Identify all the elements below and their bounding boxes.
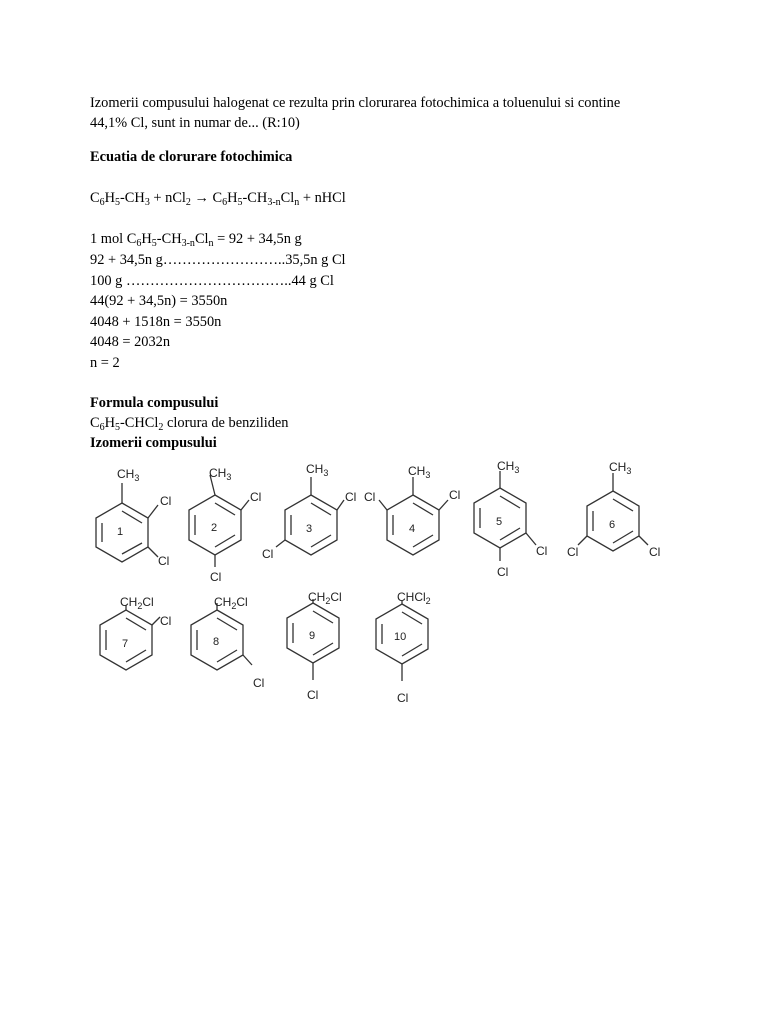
isomer-number: 10 [394,631,407,643]
cl-label: Cl [345,490,357,504]
calc-line-5: 4048 + 1518n = 3550n [90,314,222,330]
heading-formula: Formula compusului [90,395,219,411]
ch3-label: $CH_3$ [117,467,140,483]
isomer-number: 8 [213,636,220,648]
isomer-number: 6 [609,519,616,531]
isomer-number: 9 [309,630,316,642]
isomer-9 [287,590,342,702]
chcl2-label: CHCl$_2$ [397,590,431,606]
isomer-3 [262,462,356,561]
cl-label: Cl [160,494,172,508]
ch3-label: $CH_3$ [609,460,632,476]
isomer-7 [100,595,171,670]
cl-label: Cl [397,691,409,705]
intro-line-1: Izomerii compusului halogenat ce rezulta prin clorurarea fotochimica a toluenului si contine [90,95,621,111]
cl-label: Cl [160,614,172,628]
isomer-number: 7 [122,638,129,650]
isomers-diagram [86,455,686,715]
ch2cl-label: $CH_2Cl$ [120,595,154,611]
cl-label: Cl [567,545,579,559]
cl-label: Cl [497,565,509,579]
isomer-number: 4 [409,523,416,535]
cl-label: Cl [449,488,461,502]
intro-line-2: 44,1% Cl, sunt in numar de... (R:10) [90,115,300,131]
calc-line-2: 92 + 34,5n g……………………..35,5n g Cl [90,252,346,268]
calc-line-4: 44(92 + 34,5n) = 3550n [90,293,228,309]
ch2cl-label: $CH_2Cl$ [214,595,248,611]
heading-equation: Ecuatia de clorurare fotochimica [90,149,293,165]
calc-line-7: n = 2 [90,355,120,371]
cl-label: Cl [649,545,661,559]
compound-formula: $C_6H_5-CHCl_2$ clorura de benziliden [90,415,289,433]
calc-line-6: 4048 = 2032n [90,334,171,350]
isomer-number: 5 [496,516,503,528]
cl-label: Cl [262,547,274,561]
isomer-10 [376,590,431,705]
ch3-label: $CH_3$ [497,459,520,475]
heading-isomers: Izomerii compusului [90,435,217,451]
ch3-label: $CH_3$ [209,466,232,482]
reaction-equation: $C_6H_5-CH_3 + nCl_2 \to C_6H_5-CH_{3-n}Cl_n$ + nHCl [90,190,346,208]
cl-label: Cl [250,490,262,504]
cl-label: Cl [536,544,548,558]
ch3-label: $CH_3$ [408,464,431,480]
ch2cl-label: $CH_2Cl$ [308,590,342,606]
cl-label: Cl [364,490,376,504]
cl-label: Cl [307,688,319,702]
isomer-2 [189,466,261,584]
ch3-label: $CH_3$ [306,462,329,478]
isomer-number: 1 [117,526,124,538]
isomer-8 [191,595,264,690]
isomer-number: 2 [211,522,218,534]
isomer-4 [364,464,460,555]
isomer-1 [96,467,171,568]
cl-label: Cl [158,554,170,568]
calc-line-1: 1 mol $C_6H_5-CH_{3-n}Cl_n = 92 + 34,5n$ g [90,231,302,249]
calc-line-3: 100 g ……………………………..44 g Cl [90,273,334,289]
cl-label: Cl [210,570,222,584]
isomer-number: 3 [306,523,313,535]
isomer-5 [474,459,547,579]
isomer-6 [567,460,660,559]
cl-label: Cl [253,676,265,690]
